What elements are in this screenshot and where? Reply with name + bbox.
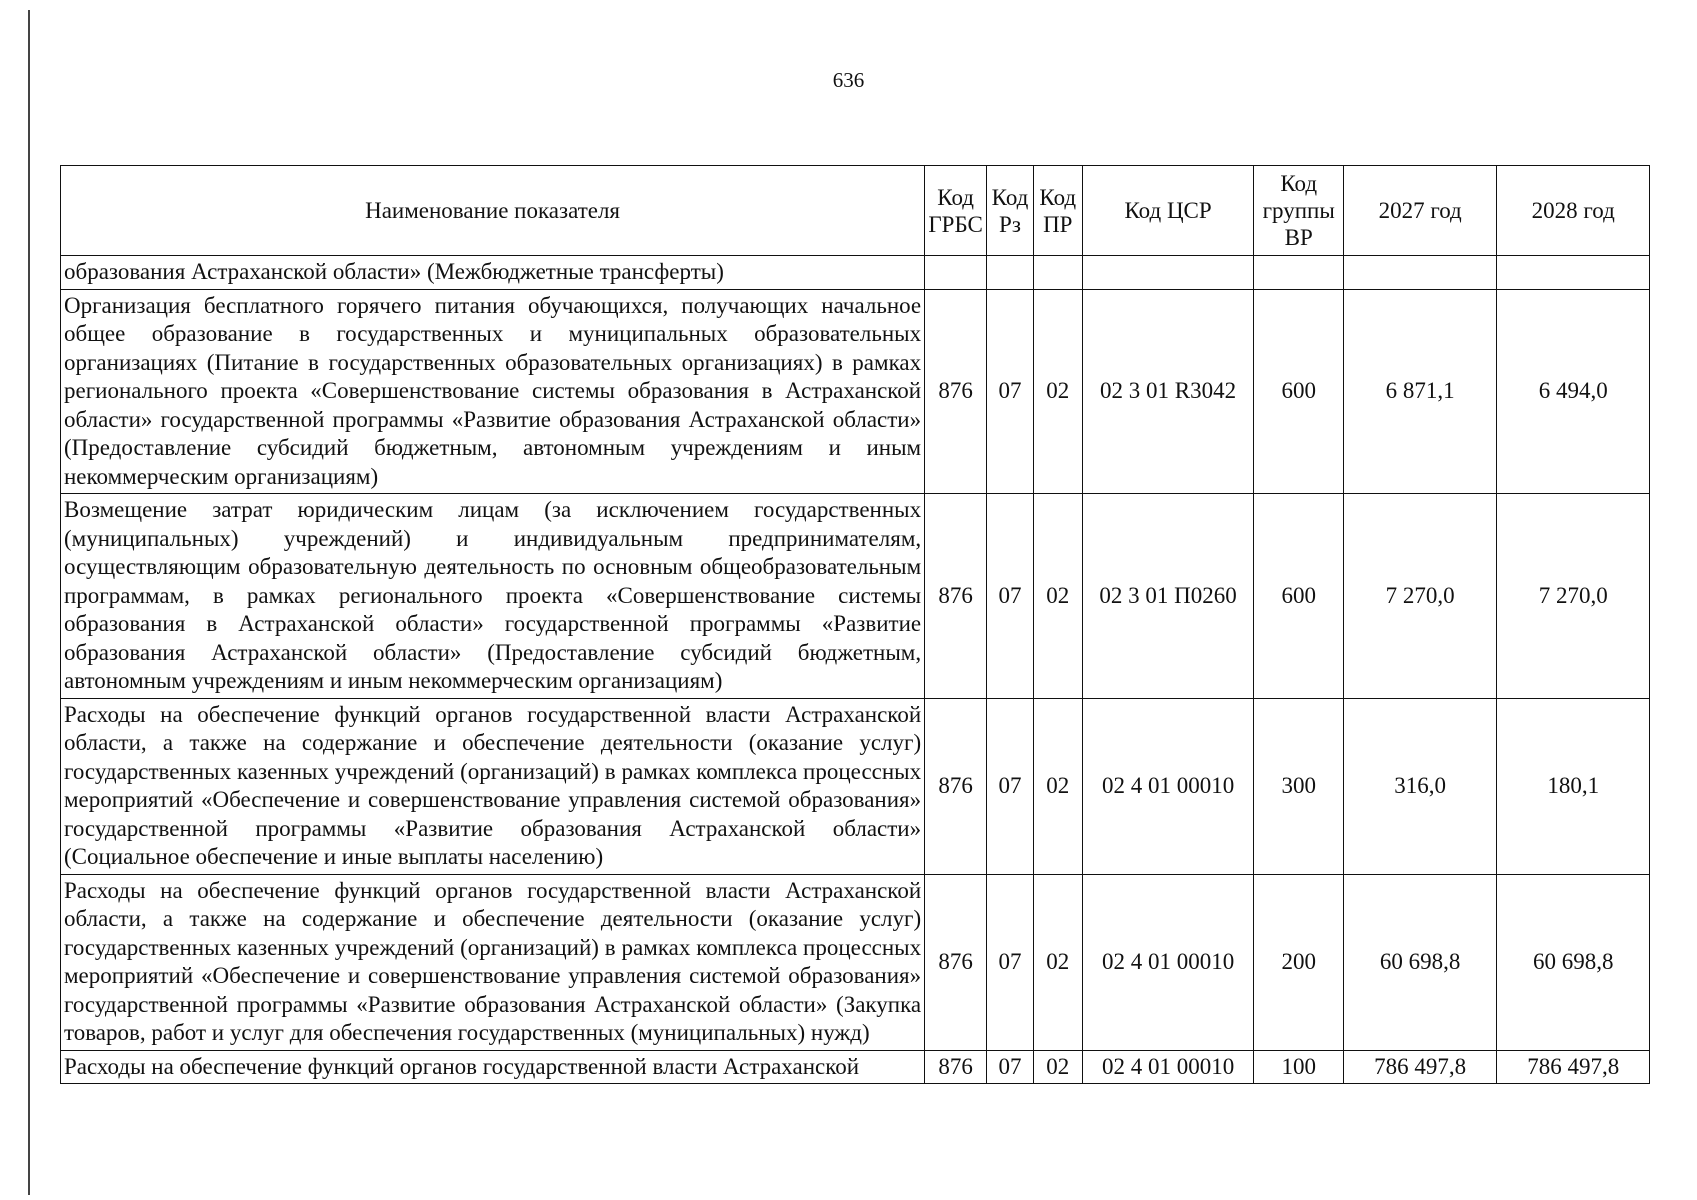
- row-csr: 02 4 01 00010: [1082, 1050, 1254, 1084]
- row-grbs: 876: [925, 874, 987, 1050]
- header-rz: Код Рз: [987, 166, 1034, 256]
- budget-table: [60, 165, 1650, 1084]
- row-2028: 786 497,8: [1497, 1050, 1650, 1084]
- row-grbs: 876: [925, 1050, 987, 1084]
- row-csr: 02 3 01 П0260: [1082, 494, 1254, 699]
- row-rz: 07: [987, 874, 1034, 1050]
- header-vr: Код группы ВР: [1254, 166, 1343, 256]
- row-pr: [1033, 256, 1082, 290]
- header-name: Наименование показателя: [61, 166, 925, 256]
- row-rz: 07: [987, 1050, 1034, 1084]
- row-grbs: 876: [925, 289, 987, 494]
- row-name: Расходы на обеспечение функций органов государственной власти Астраханской области, а также на содержание и обеспечение деятельности (оказание услуг) государственных казенных учреждений (организаций) в рамках комплекса процессных мероприятий «Обеспечение и совершенствование управления системой образования» государственной программы «Развитие образования Астраханской области» (Социальное обеспечение и иные выплаты населению): [61, 698, 925, 874]
- row-2027: 7 270,0: [1343, 494, 1497, 699]
- row-name: Организация бесплатного горячего питания обучающихся, получающих начальное общее образование в государственных и муниципальных образовательных организациях (Питание в государственных образовательных организациях) в рамках регионального проекта «Совершенствование системы образования в Астраханской области» государственной программы «Развитие образования Астраханской области» (Предоставление субсидий бюджетным, автономным учреждениям и иным некоммерческим организациям): [61, 289, 925, 494]
- row-rz: 07: [987, 698, 1034, 874]
- row-pr: 02: [1033, 698, 1082, 874]
- row-2028: 180,1: [1497, 698, 1650, 874]
- table-row: [61, 698, 1650, 874]
- row-name: Расходы на обеспечение функций органов государственной власти Астраханской: [61, 1050, 925, 1084]
- row-2027: 6 871,1: [1343, 289, 1497, 494]
- row-csr: 02 4 01 00010: [1082, 874, 1254, 1050]
- row-2028: 6 494,0: [1497, 289, 1650, 494]
- row-name: образования Астраханской области» (Межбюджетные трансферты): [61, 256, 925, 290]
- table-row: [61, 874, 1650, 1050]
- row-grbs: 876: [925, 698, 987, 874]
- table-row: [61, 1050, 1650, 1084]
- row-grbs: 876: [925, 494, 987, 699]
- row-grbs: [925, 256, 987, 290]
- row-2028: 60 698,8: [1497, 874, 1650, 1050]
- row-csr: 02 3 01 R3042: [1082, 289, 1254, 494]
- header-csr: Код ЦСР: [1082, 166, 1254, 256]
- row-rz: 07: [987, 494, 1034, 699]
- page-number: 636: [832, 68, 865, 92]
- row-vr: 300: [1254, 698, 1343, 874]
- row-name: Возмещение затрат юридическим лицам (за исключением государственных (муниципальных) учреждений) и индивидуальным предпринимателям, осуществляющим образовательную деятельность по основным общеобразовательным программам, в рамках регионального проекта «Совершенствование системы образования в Астраханской области» государственной программы «Развитие образования Астраханской области» (Предоставление субсидий бюджетным, автономным учреждениям и иным некоммерческим организациям): [61, 494, 925, 699]
- row-pr: 02: [1033, 874, 1082, 1050]
- row-vr: 600: [1254, 494, 1343, 699]
- row-name: Расходы на обеспечение функций органов государственной власти Астраханской области, а также на содержание и обеспечение деятельности (оказание услуг) государственных казенных учреждений (организаций) в рамках комплекса процессных мероприятий «Обеспечение и совершенствование управления системой образования» государственной программы «Развитие образования Астраханской области» (Закупка товаров, работ и услуг для обеспечения государственных (муниципальных) нужд): [61, 874, 925, 1050]
- row-pr: 02: [1033, 289, 1082, 494]
- header-2028: 2028 год: [1497, 166, 1650, 256]
- row-2028: [1497, 256, 1650, 290]
- row-pr: 02: [1033, 1050, 1082, 1084]
- table-row: [61, 494, 1650, 699]
- row-2028: 7 270,0: [1497, 494, 1650, 699]
- row-vr: 200: [1254, 874, 1343, 1050]
- row-rz: 07: [987, 289, 1034, 494]
- row-vr: 100: [1254, 1050, 1343, 1084]
- row-csr: [1082, 256, 1254, 290]
- row-rz: [987, 256, 1034, 290]
- row-vr: [1254, 256, 1343, 290]
- header-grbs: Код ГРБС: [925, 166, 987, 256]
- table-row: [61, 256, 1650, 290]
- row-2027: 316,0: [1343, 698, 1497, 874]
- row-2027: 786 497,8: [1343, 1050, 1497, 1084]
- row-vr: 600: [1254, 289, 1343, 494]
- header-pr: Код ПР: [1033, 166, 1082, 256]
- row-2027: 60 698,8: [1343, 874, 1497, 1050]
- row-pr: 02: [1033, 494, 1082, 699]
- table-header-row: [61, 166, 1650, 256]
- header-2027: 2027 год: [1343, 166, 1497, 256]
- binding-margin-line: [28, 10, 30, 1195]
- row-csr: 02 4 01 00010: [1082, 698, 1254, 874]
- table-row: [61, 289, 1650, 494]
- row-2027: [1343, 256, 1497, 290]
